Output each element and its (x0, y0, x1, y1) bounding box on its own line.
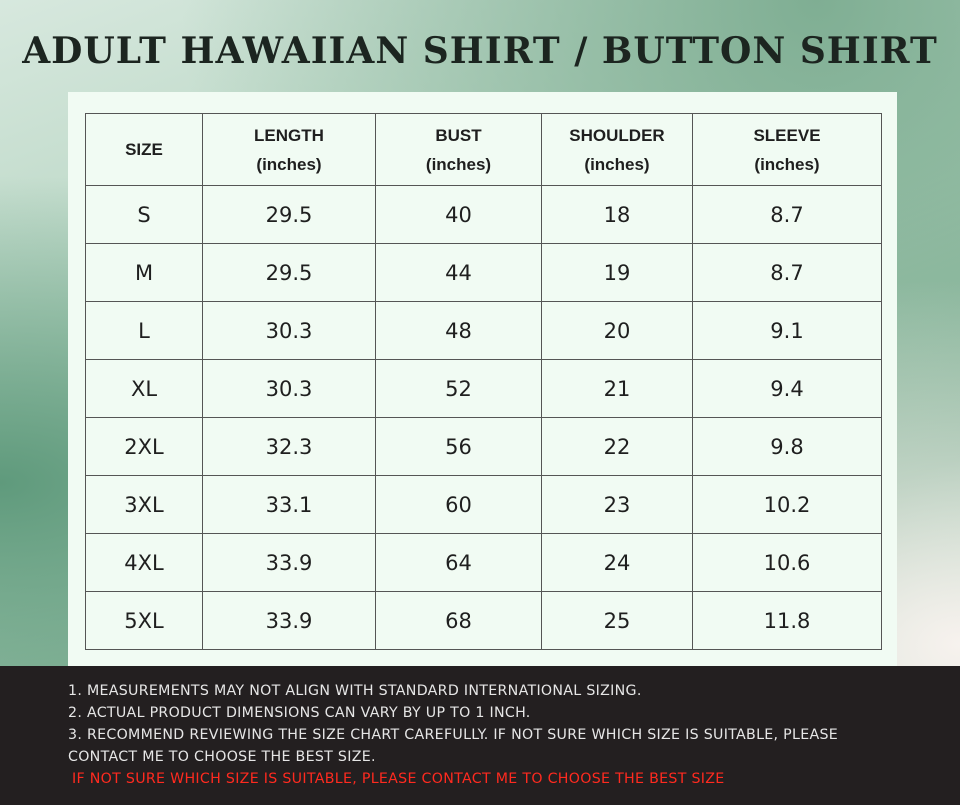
cell-length: 33.9 (203, 592, 376, 650)
table-row (86, 534, 882, 592)
table-row (86, 418, 882, 476)
cell-length: 29.5 (203, 186, 376, 244)
cell-bust: 44 (376, 244, 542, 302)
cell-sleeve: 10.2 (693, 476, 882, 534)
cell-sleeve: 9.4 (693, 360, 882, 418)
cell-size: M (86, 244, 203, 302)
cell-length: 30.3 (203, 302, 376, 360)
header-label: BUST (435, 125, 482, 145)
warning-note: IF NOT SURE WHICH SIZE IS SUITABLE, PLEASE CONTACT ME TO CHOOSE THE BEST SIZE (72, 771, 725, 787)
cell-bust: 68 (376, 592, 542, 650)
header-size (86, 114, 203, 186)
table-row (86, 186, 882, 244)
cell-shoulder: 24 (542, 534, 693, 592)
note-line-4: CONTACT ME TO CHOOSE THE BEST SIZE. (68, 749, 376, 765)
cell-shoulder: 22 (542, 418, 693, 476)
note-line-2: 2. ACTUAL PRODUCT DIMENSIONS CAN VARY BY UP TO 1 INCH. (68, 705, 531, 721)
cell-bust: 56 (376, 418, 542, 476)
cell-shoulder: 18 (542, 186, 693, 244)
cell-length: 33.1 (203, 476, 376, 534)
page-title: ADULT HAWAIIAN SHIRT / BUTTON SHIRT (22, 30, 938, 72)
cell-bust: 64 (376, 534, 542, 592)
cell-size: S (86, 186, 203, 244)
cell-size: 3XL (86, 476, 203, 534)
cell-sleeve: 10.6 (693, 534, 882, 592)
cell-bust: 48 (376, 302, 542, 360)
cell-sleeve: 8.7 (693, 244, 882, 302)
notes-footer (0, 666, 960, 805)
cell-sleeve: 8.7 (693, 186, 882, 244)
cell-sleeve: 9.1 (693, 302, 882, 360)
table-header-row (86, 114, 882, 186)
cell-bust: 60 (376, 476, 542, 534)
cell-size: 5XL (86, 592, 203, 650)
cell-shoulder: 21 (542, 360, 693, 418)
note-line-3: 3. RECOMMEND REVIEWING THE SIZE CHART CAREFULLY. IF NOT SURE WHICH SIZE IS SUITABLE, PLEASE (68, 727, 839, 743)
header-label: SHOULDER (569, 125, 665, 145)
cell-length: 32.3 (203, 418, 376, 476)
header-sleeve (693, 114, 882, 186)
cell-shoulder: 23 (542, 476, 693, 534)
cell-shoulder: 20 (542, 302, 693, 360)
table-row (86, 476, 882, 534)
header-shoulder (542, 114, 693, 186)
cell-size: 2XL (86, 418, 203, 476)
cell-length: 29.5 (203, 244, 376, 302)
cell-size: 4XL (86, 534, 203, 592)
header-unit: (inches) (754, 154, 820, 174)
cell-length: 33.9 (203, 534, 376, 592)
table-row (86, 360, 882, 418)
table-row (86, 244, 882, 302)
header-unit: (inches) (425, 154, 492, 174)
header-label: LENGTH (254, 125, 324, 145)
cell-size: L (86, 302, 203, 360)
table-row (86, 302, 882, 360)
header-unit: (inches) (256, 154, 322, 174)
header-unit: (inches) (584, 154, 650, 174)
header-label: SLEEVE (753, 125, 821, 145)
cell-bust: 40 (376, 186, 542, 244)
cell-length: 30.3 (203, 360, 376, 418)
table-row (86, 592, 882, 650)
header-length (203, 114, 376, 186)
cell-bust: 52 (376, 360, 542, 418)
cell-size: XL (86, 360, 203, 418)
size-chart-table (85, 113, 882, 650)
cell-shoulder: 25 (542, 592, 693, 650)
cell-shoulder: 19 (542, 244, 693, 302)
header-label: SIZE (125, 140, 163, 159)
header-bust (376, 114, 542, 186)
cell-sleeve: 11.8 (693, 592, 882, 650)
note-line-1: 1. MEASUREMENTS MAY NOT ALIGN WITH STANDARD INTERNATIONAL SIZING. (68, 683, 642, 699)
cell-sleeve: 9.8 (693, 418, 882, 476)
